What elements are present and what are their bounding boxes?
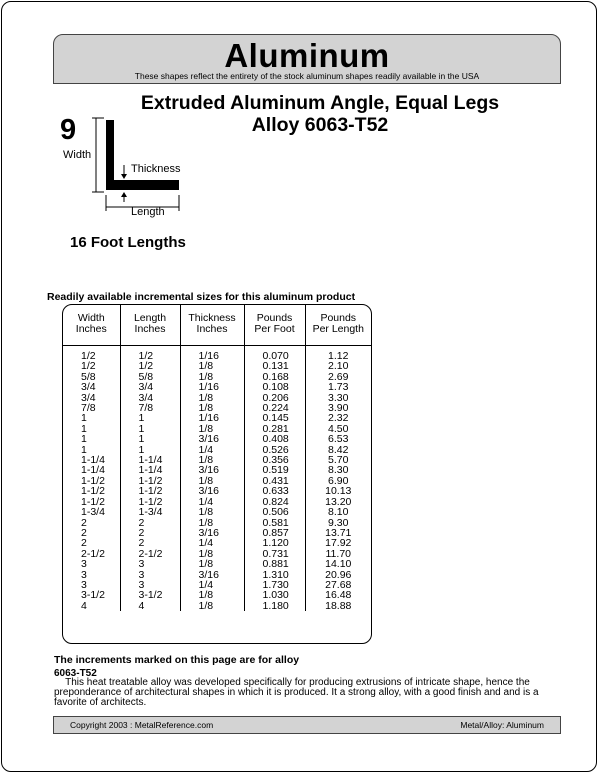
cell-length: 1 — [120, 424, 180, 434]
table-row — [63, 346, 371, 362]
cell-pounds-per-foot: 0.108 — [244, 382, 305, 392]
sizes-table — [63, 305, 371, 611]
cell-width: 2 — [81, 526, 87, 539]
cell-thickness: 1/16 — [180, 346, 244, 362]
cell-pounds-per-foot: 0.356 — [244, 455, 305, 465]
cell-pounds-per-foot: 0.519 — [244, 465, 305, 475]
cell-length: 3-1/2 — [120, 590, 180, 600]
cell-thickness: 3/16 — [180, 465, 244, 475]
length-label: Length — [131, 206, 165, 218]
column-header-line: Pounds — [320, 312, 357, 324]
cell-pounds-per-length: 10.13 — [305, 486, 371, 496]
cell-pounds-per-length: 4.50 — [305, 424, 371, 434]
cell-pounds-per-length: 8.30 — [305, 465, 371, 475]
product-number: 9 — [60, 114, 77, 146]
cell-thickness: 1/4 — [180, 580, 244, 590]
cell-pounds-per-foot: 0.145 — [244, 413, 305, 423]
cell-pounds-per-length: 1.12 — [305, 346, 371, 362]
table-row — [63, 434, 371, 444]
cell-thickness: 1/8 — [180, 590, 244, 600]
cell-pounds-per-length: 8.42 — [305, 445, 371, 455]
cell-length: 3/4 — [120, 393, 180, 403]
cell-length: 2 — [120, 538, 180, 548]
cell-pounds-per-length: 2.10 — [305, 361, 371, 371]
thickness-label: Thickness — [131, 163, 181, 175]
cell-pounds-per-foot: 0.281 — [244, 424, 305, 434]
cell-width: 4 — [81, 599, 87, 612]
cell-length: 5/8 — [120, 372, 180, 382]
cell-thickness: 1/8 — [180, 424, 244, 434]
cell-length: 1/2 — [120, 361, 180, 371]
cell-length: 1/2 — [120, 346, 180, 362]
cell-width: 1 — [81, 412, 87, 425]
cell-thickness: 1/8 — [180, 372, 244, 382]
stock-lengths: 16 Foot Lengths — [70, 234, 186, 251]
footer-category: Metal/Alloy: Aluminum — [460, 720, 544, 730]
column-header-line: Length — [133, 312, 167, 324]
cell-pounds-per-foot: 0.526 — [244, 445, 305, 455]
cell-pounds-per-length: 6.90 — [305, 476, 371, 486]
cell-length: 1-1/2 — [120, 486, 180, 496]
cell-thickness: 1/4 — [180, 497, 244, 507]
cell-width: 1/2 — [81, 360, 96, 373]
cell-pounds-per-length: 8.10 — [305, 507, 371, 517]
table-row — [63, 445, 371, 455]
cell-length: 1-1/2 — [120, 476, 180, 486]
cell-pounds-per-length: 17.92 — [305, 538, 371, 548]
page-title: Aluminum — [224, 37, 390, 74]
cell-width: 5/8 — [81, 370, 96, 383]
table-row — [63, 538, 371, 548]
cell-pounds-per-length: 5.70 — [305, 455, 371, 465]
cell-width: 1-1/2 — [81, 485, 105, 498]
cell-pounds-per-foot: 1.310 — [244, 570, 305, 580]
table-row — [63, 497, 371, 507]
table-row — [63, 507, 371, 517]
cell-thickness: 1/8 — [180, 403, 244, 413]
cell-pounds-per-foot: 1.120 — [244, 538, 305, 548]
cell-thickness: 3/16 — [180, 528, 244, 538]
cell-length: 1-3/4 — [120, 507, 180, 517]
cell-length: 1-1/2 — [120, 497, 180, 507]
cell-thickness: 1/8 — [180, 361, 244, 371]
cell-length: 1 — [120, 413, 180, 423]
cell-thickness: 3/16 — [180, 570, 244, 580]
cell-length: 1-1/4 — [120, 465, 180, 475]
cell-width: 7/8 — [81, 402, 96, 415]
cell-pounds-per-length: 27.68 — [305, 580, 371, 590]
cell-width: 1-1/2 — [81, 495, 105, 508]
cell-length: 3 — [120, 570, 180, 580]
product-alloy: Alloy 6063-T52 — [251, 114, 389, 136]
cell-length: 3/4 — [120, 382, 180, 392]
footer-copyright: Copyright 2003 : MetalReference.com — [70, 720, 214, 730]
cell-thickness: 1/8 — [180, 601, 244, 611]
cell-pounds-per-length: 13.71 — [305, 528, 371, 538]
column-header — [305, 305, 371, 346]
cell-length: 2 — [120, 528, 180, 538]
cell-pounds-per-length: 14.10 — [305, 559, 371, 569]
footnote-alloy: 6063-T52 — [54, 668, 97, 679]
sizes-table-box — [62, 304, 372, 644]
cell-width: 1-1/2 — [81, 474, 105, 487]
table-body — [63, 346, 371, 612]
angle-profile — [106, 120, 179, 190]
cell-width: 3 — [81, 578, 87, 591]
cell-length: 2-1/2 — [120, 549, 180, 559]
cell-pounds-per-length: 2.69 — [305, 372, 371, 382]
cell-thickness: 1/4 — [180, 445, 244, 455]
footnote-body: This heat treatable alloy was developed specifically for producing extrusions of intricate shape, hence the preponderance of architectural shapes in which it is produced. It a strong alloy, with a good finish and and is a favorite of architects. — [54, 677, 539, 708]
cell-pounds-per-foot: 0.857 — [244, 528, 305, 538]
table-row — [63, 413, 371, 423]
page-footer — [53, 716, 561, 734]
cell-pounds-per-length: 9.30 — [305, 518, 371, 528]
column-header-line: Inches — [196, 323, 228, 335]
cell-width: 1 — [81, 422, 87, 435]
cell-length: 1 — [120, 434, 180, 444]
cell-thickness: 1/8 — [180, 393, 244, 403]
cell-width: 1-3/4 — [81, 506, 105, 519]
page-header — [53, 34, 561, 84]
cell-pounds-per-length: 6.53 — [305, 434, 371, 444]
cell-pounds-per-foot: 0.070 — [244, 346, 305, 362]
cell-width: 3/4 — [81, 391, 96, 404]
cell-thickness: 1/16 — [180, 382, 244, 392]
cell-pounds-per-foot: 1.180 — [244, 601, 305, 611]
cell-thickness: 1/8 — [180, 559, 244, 569]
footnote-heading: The increments marked on this page are for alloy — [54, 654, 300, 666]
column-header — [180, 305, 244, 346]
cell-width: 1-1/4 — [81, 464, 105, 477]
table-row — [63, 601, 371, 611]
column-header — [120, 305, 180, 346]
cell-pounds-per-length: 20.96 — [305, 570, 371, 580]
product-title: Extruded Aluminum Angle, Equal Legs — [140, 92, 500, 114]
cell-width: 1 — [81, 433, 87, 446]
cell-thickness: 3/16 — [180, 434, 244, 444]
cell-width: 1-1/4 — [81, 454, 105, 467]
sizes-caption: Readily available incremental sizes for this aluminum product — [47, 291, 356, 303]
cell-pounds-per-length: 2.32 — [305, 413, 371, 423]
cell-width: 3-1/2 — [81, 589, 105, 602]
cell-thickness: 3/16 — [180, 486, 244, 496]
cell-pounds-per-foot: 0.168 — [244, 372, 305, 382]
cell-pounds-per-foot: 0.408 — [244, 434, 305, 444]
cell-pounds-per-length: 18.88 — [305, 601, 371, 611]
cell-pounds-per-foot: 1.030 — [244, 590, 305, 600]
column-header-line: Per Foot — [254, 323, 295, 335]
table-row — [63, 361, 371, 371]
cell-pounds-per-length: 16.48 — [305, 590, 371, 600]
cell-pounds-per-foot: 0.131 — [244, 361, 305, 371]
cell-pounds-per-foot: 1.730 — [244, 580, 305, 590]
cell-width: 3 — [81, 558, 87, 571]
cell-pounds-per-foot: 0.633 — [244, 486, 305, 496]
cell-length: 7/8 — [120, 403, 180, 413]
column-header-line: Pounds — [256, 312, 293, 324]
cell-thickness: 1/8 — [180, 455, 244, 465]
table-row — [63, 382, 371, 392]
cell-pounds-per-length: 1.73 — [305, 382, 371, 392]
cell-pounds-per-foot: 0.731 — [244, 549, 305, 559]
cell-length: 4 — [120, 601, 180, 611]
cell-pounds-per-foot: 0.881 — [244, 559, 305, 569]
column-header — [244, 305, 305, 346]
cell-length: 2 — [120, 518, 180, 528]
cell-width: 3 — [81, 568, 87, 581]
cell-pounds-per-length: 11.70 — [305, 549, 371, 559]
cell-length: 1 — [120, 445, 180, 455]
cell-thickness: 1/8 — [180, 476, 244, 486]
table-row — [63, 559, 371, 569]
cell-width: 2-1/2 — [81, 547, 105, 560]
cell-pounds-per-length: 13.20 — [305, 497, 371, 507]
cell-length: 3 — [120, 559, 180, 569]
cell-pounds-per-foot: 0.506 — [244, 507, 305, 517]
table-row — [63, 393, 371, 403]
cell-thickness: 1/8 — [180, 549, 244, 559]
cell-thickness: 1/8 — [180, 518, 244, 528]
column-header-line: Inches — [75, 323, 107, 335]
cell-pounds-per-length: 3.30 — [305, 393, 371, 403]
cell-width: 2 — [81, 537, 87, 550]
cell-pounds-per-foot: 0.824 — [244, 497, 305, 507]
column-header-line: Width — [77, 312, 105, 324]
cell-thickness: 1/16 — [180, 413, 244, 423]
column-header-line: Per Length — [312, 323, 364, 335]
cell-pounds-per-length: 3.90 — [305, 403, 371, 413]
footnote-text — [54, 678, 574, 708]
cell-pounds-per-foot: 0.581 — [244, 518, 305, 528]
cell-pounds-per-foot: 0.224 — [244, 403, 305, 413]
column-header — [63, 305, 120, 346]
column-header-line: Thickness — [188, 312, 236, 324]
cell-thickness: 1/4 — [180, 538, 244, 548]
width-label: Width — [63, 149, 92, 161]
cell-width: 3/4 — [81, 381, 96, 394]
column-header-line: Inches — [134, 323, 166, 335]
cell-pounds-per-foot: 0.431 — [244, 476, 305, 486]
table-header-row — [63, 305, 371, 346]
cell-pounds-per-foot: 0.206 — [244, 393, 305, 403]
cell-length: 1-1/4 — [120, 455, 180, 465]
cell-length: 3 — [120, 580, 180, 590]
cell-width: 1/2 — [81, 350, 96, 362]
page-subtitle: These shapes reflect the entirety of the stock aluminum shapes readily available in the USA — [134, 71, 480, 81]
cell-thickness: 1/8 — [180, 507, 244, 517]
cell-width: 1 — [81, 443, 87, 456]
table-row — [63, 465, 371, 475]
cell-width: 2 — [81, 516, 87, 529]
